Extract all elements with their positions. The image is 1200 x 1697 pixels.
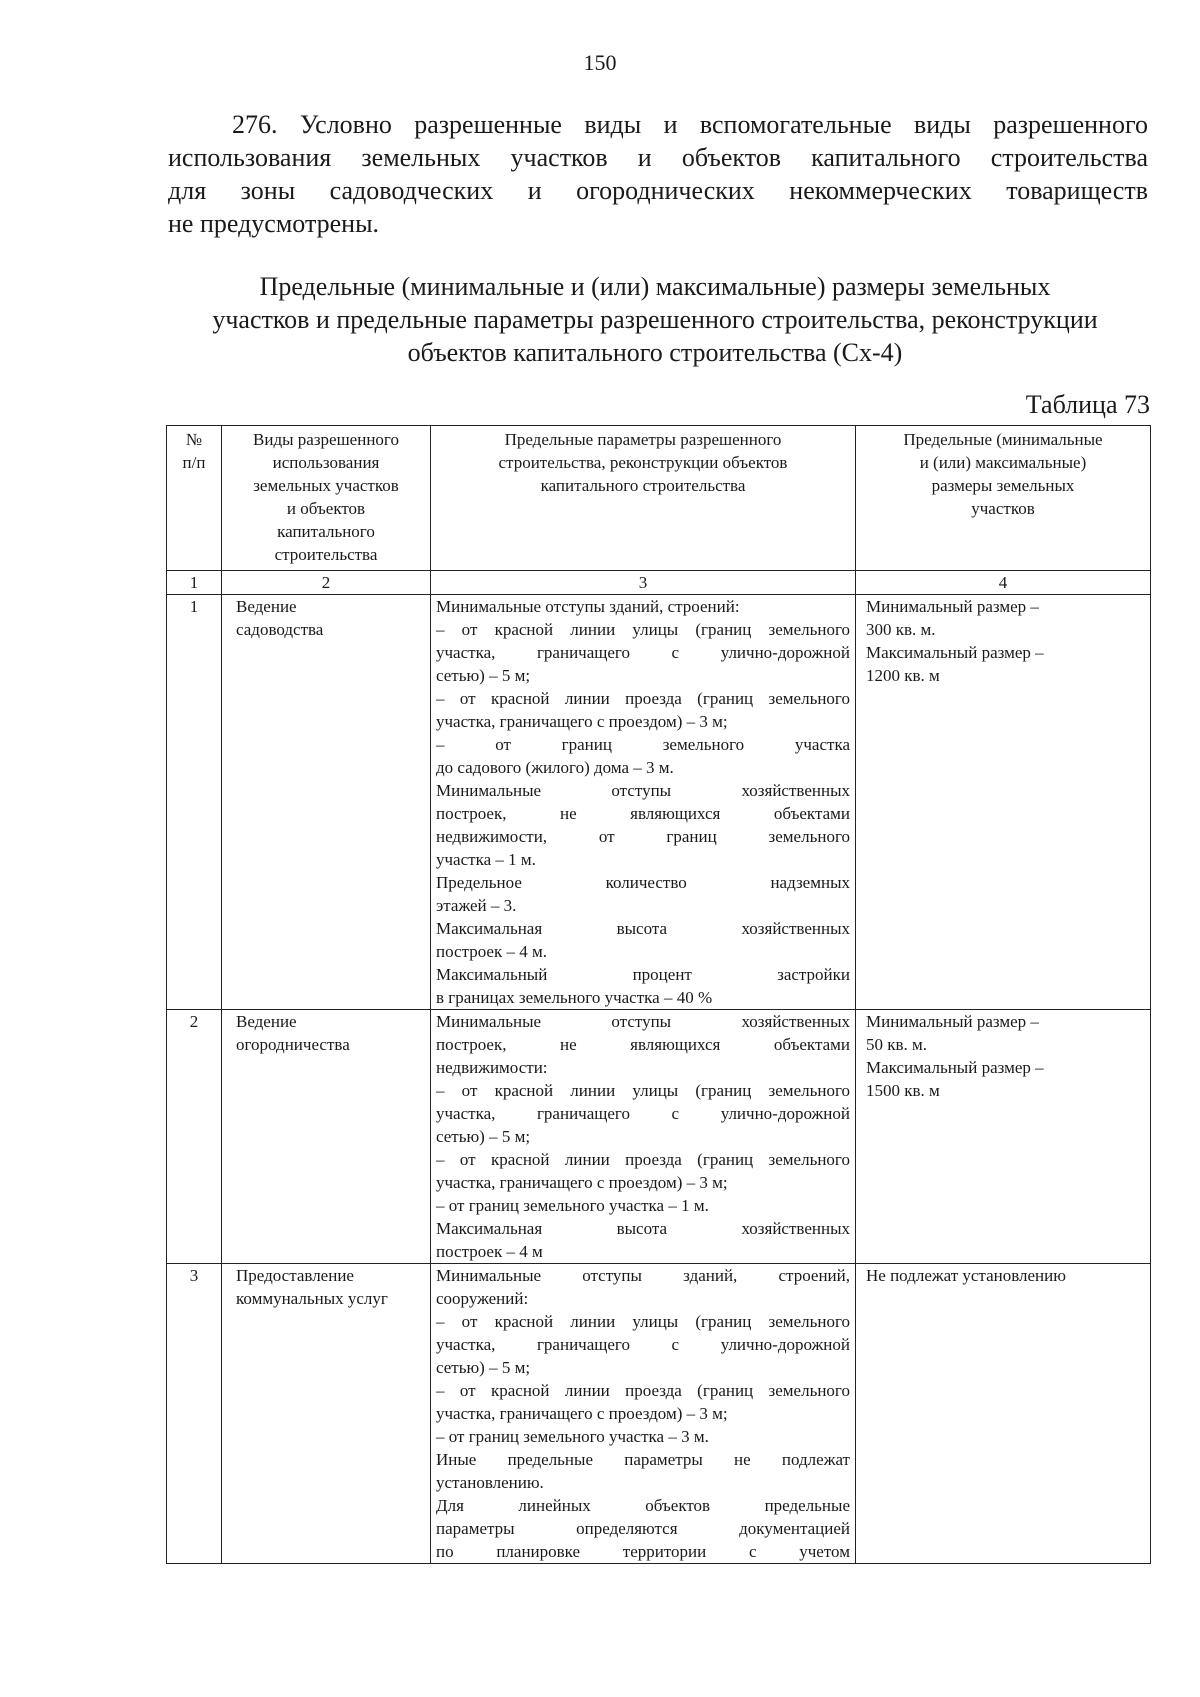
param-line: участка, граничащего с улично-дорожной — [436, 643, 850, 662]
row-number: 2 — [167, 1010, 222, 1264]
heading-line: Предельные (минимальные и (или) максимальные) размеры земельных — [259, 272, 1051, 301]
param-line: построек, не являющихся объектами — [436, 1035, 850, 1054]
cell-line: 1200 кв. м — [866, 666, 940, 685]
table-row — [167, 1264, 1151, 1564]
use-type-cell — [222, 1264, 431, 1564]
intro-line: для зоны садоводческих и огороднических некоммерческих товариществ — [168, 176, 1148, 205]
column-number-row — [167, 571, 1151, 595]
header-line: и объектов — [286, 499, 366, 518]
param-line: до садового (жилого) дома – 3 м. — [436, 758, 674, 777]
parameters-cell — [431, 1264, 856, 1564]
param-line: сетью) – 5 м; — [436, 666, 531, 685]
sizes-cell — [856, 1264, 1151, 1564]
param-line: участка, граничащего с проездом) – 3 м; — [436, 712, 728, 731]
cell-line: Предоставление — [236, 1266, 354, 1285]
cell-line: Минимальный размер – — [866, 1012, 1039, 1031]
cell-line: Минимальный размер – — [866, 597, 1039, 616]
header-line: капитального — [277, 522, 375, 541]
param-line: сетью) – 5 м; — [436, 1127, 531, 1146]
page-number: 150 — [583, 50, 617, 75]
row-number: 3 — [167, 1264, 222, 1564]
table-row — [167, 1010, 1151, 1264]
cell-line: 50 кв. м. — [866, 1035, 928, 1054]
param-line: – от границ земельного участка — [436, 735, 850, 754]
cell-line: Максимальный размер – — [866, 643, 1044, 662]
param-line: установлению. — [436, 1473, 544, 1492]
header-use-type — [222, 426, 431, 571]
cell-line: 1500 кв. м — [866, 1081, 940, 1100]
param-line: Минимальные отступы зданий, строений, — [436, 1266, 850, 1285]
use-type-cell — [222, 1010, 431, 1264]
param-line: участка, граничащего с улично-дорожной — [436, 1335, 850, 1354]
param-line: по планировке территории с учетом — [436, 1542, 850, 1561]
param-line: – от красной линии проезда (границ земельного — [436, 1381, 850, 1400]
param-line: Предельное количество надземных — [436, 873, 850, 892]
param-line: – от красной линии улицы (границ земельного — [436, 1312, 850, 1331]
sizes-cell — [856, 595, 1151, 1010]
cell-line: огородничества — [236, 1035, 350, 1054]
heading-line: участков и предельные параметры разрешенного строительства, реконструкции — [212, 305, 1098, 334]
param-line: в границах земельного участка – 40 % — [436, 988, 713, 1007]
header-line: земельных участков — [253, 476, 399, 495]
param-line: сетью) – 5 м; — [436, 1358, 531, 1377]
header-line: участков — [971, 499, 1035, 518]
header-line: использования — [272, 453, 380, 472]
header-line: п/п — [182, 453, 206, 472]
intro-line: использования земельных участков и объектов капитального строительства — [168, 143, 1148, 172]
row-number: 1 — [167, 595, 222, 1010]
cell-line: садоводства — [236, 620, 324, 639]
parameters-cell — [431, 1010, 856, 1264]
table-row — [167, 595, 1151, 1010]
intro-paragraph — [168, 108, 1148, 240]
header-line: строительства — [274, 545, 378, 564]
param-line: Максимальная высота хозяйственных — [436, 919, 850, 938]
header-line: строительства, реконструкции объектов — [498, 453, 788, 472]
param-line: Максимальный процент застройки — [436, 965, 850, 984]
header-number — [167, 426, 222, 571]
param-line: этажей – 3. — [436, 896, 517, 915]
param-line: – от красной линии улицы (границ земельного — [436, 620, 850, 639]
param-line: – от границ земельного участка – 3 м. — [436, 1427, 709, 1446]
param-line: Максимальная высота хозяйственных — [436, 1219, 850, 1238]
param-line: сооружений: — [436, 1289, 529, 1308]
cell-line: Ведение — [236, 1012, 297, 1031]
param-line: недвижимости, от границ земельного — [436, 827, 850, 846]
param-line: Минимальные отступы хозяйственных — [436, 1012, 850, 1031]
column-number: 3 — [431, 571, 856, 595]
param-line: недвижимости: — [436, 1058, 548, 1077]
param-line: построек – 4 м. — [436, 942, 547, 961]
header-line: Предельные параметры разрешенного — [504, 430, 782, 449]
header-sizes — [856, 426, 1151, 571]
param-line: Минимальные отступы зданий, строений: — [436, 597, 740, 616]
cell-line: коммунальных услуг — [236, 1289, 388, 1308]
param-line: – от красной линии проезда (границ земельного — [436, 1150, 850, 1169]
cell-line: Максимальный размер – — [866, 1058, 1044, 1077]
column-number: 1 — [167, 571, 222, 595]
table-header-row — [167, 426, 1151, 571]
section-heading — [160, 270, 1150, 369]
column-number: 2 — [222, 571, 431, 595]
param-line: участка, граничащего с проездом) – 3 м; — [436, 1404, 728, 1423]
cell-line: 300 кв. м. — [866, 620, 936, 639]
column-number: 4 — [856, 571, 1151, 595]
use-type-cell — [222, 595, 431, 1010]
sizes-cell — [856, 1010, 1151, 1264]
header-line: № — [185, 430, 203, 449]
intro-line: не предусмотрены. — [168, 209, 380, 238]
header-line: и (или) максимальные) — [919, 453, 1087, 472]
header-parameters — [431, 426, 856, 571]
table-label: Таблица 73 — [1025, 390, 1150, 419]
param-line: Минимальные отступы хозяйственных — [436, 781, 850, 800]
heading-line: объектов капитального строительства (Сх-4) — [407, 338, 903, 367]
param-line: – от красной линии улицы (границ земельного — [436, 1081, 850, 1100]
header-line: Виды разрешенного — [253, 430, 399, 449]
param-line: – от границ земельного участка – 1 м. — [436, 1196, 709, 1215]
param-line: параметры определяются документацией — [436, 1519, 850, 1538]
param-line: участка – 1 м. — [436, 850, 536, 869]
param-line: построек, не являющихся объектами — [436, 804, 850, 823]
param-line: построек – 4 м — [436, 1242, 543, 1261]
header-line: Предельные (минимальные — [903, 430, 1103, 449]
parameters-table — [166, 425, 1151, 1564]
intro-line: 276. Условно разрешенные виды и вспомогательные виды разрешенного — [232, 110, 1148, 139]
header-line: размеры земельных — [931, 476, 1075, 495]
cell-line: Ведение — [236, 597, 297, 616]
param-line: участка, граничащего с улично-дорожной — [436, 1104, 850, 1123]
param-line: – от красной линии проезда (границ земельного — [436, 689, 850, 708]
param-line: участка, граничащего с проездом) – 3 м; — [436, 1173, 728, 1192]
param-line: Для линейных объектов предельные — [436, 1496, 850, 1515]
header-line: капитального строительства — [540, 476, 746, 495]
cell-line: Не подлежат установлению — [866, 1266, 1066, 1285]
parameters-cell — [431, 595, 856, 1010]
param-line: Иные предельные параметры не подлежат — [436, 1450, 850, 1469]
